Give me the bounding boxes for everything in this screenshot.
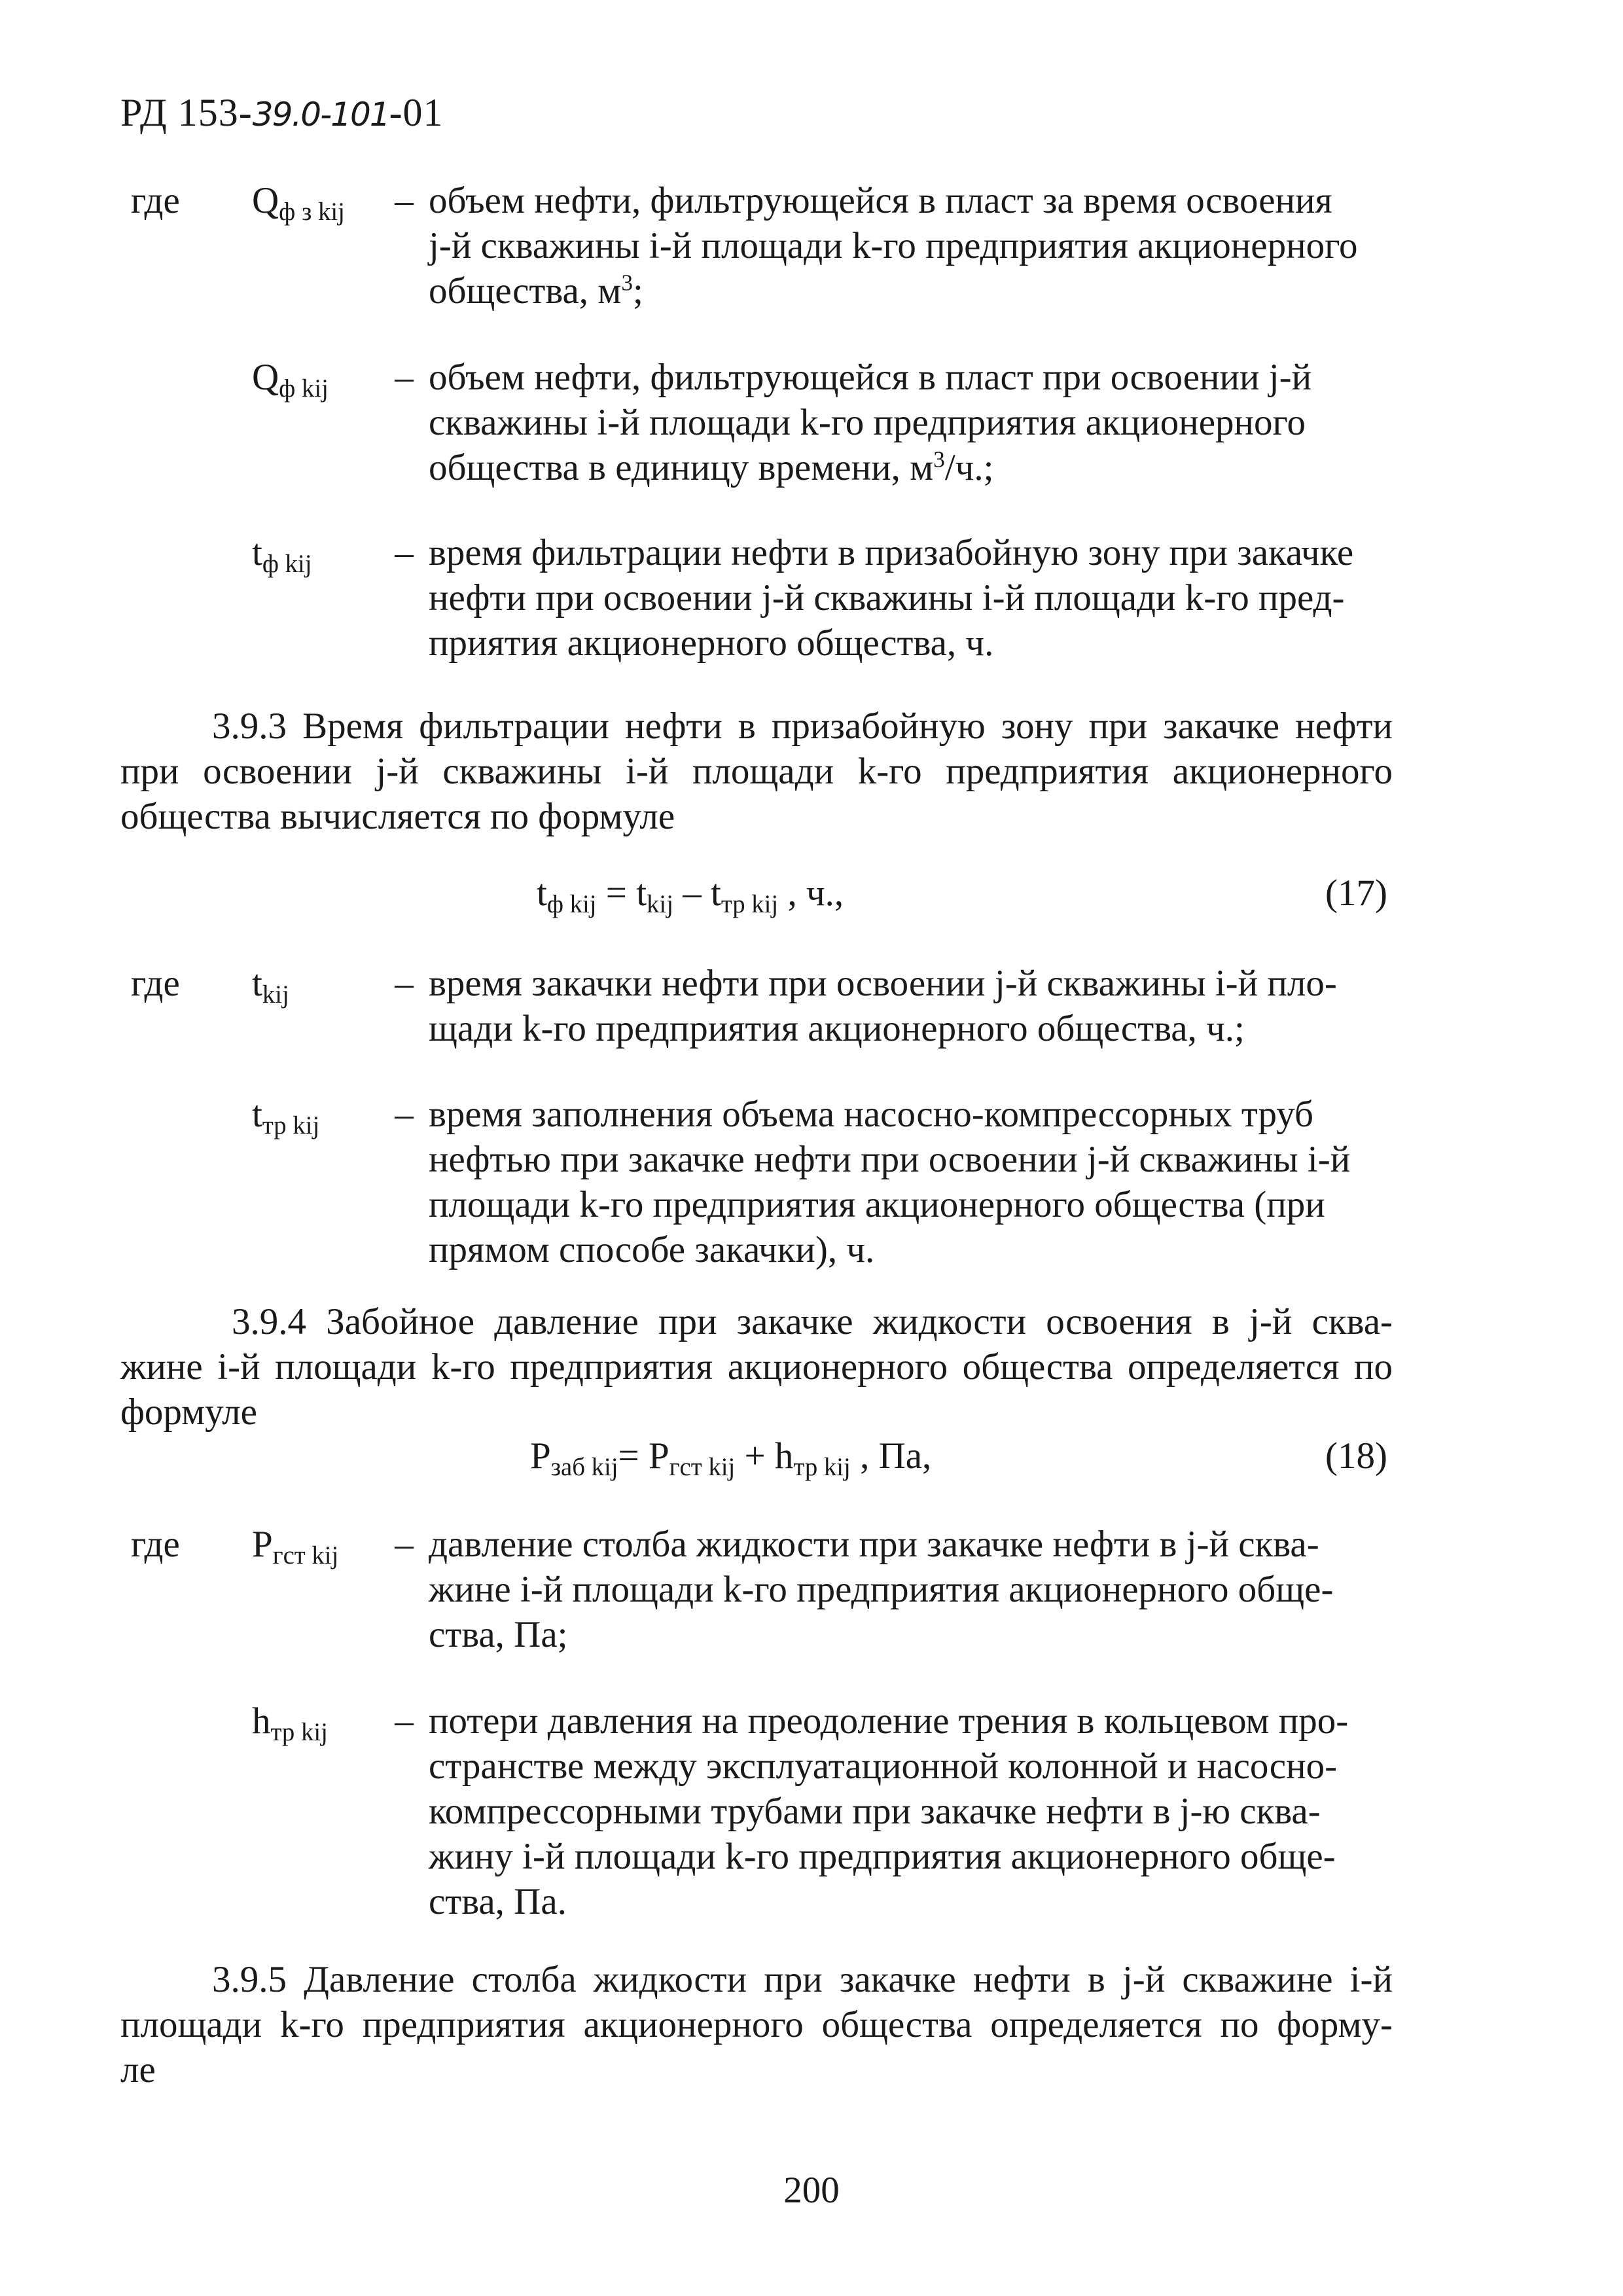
definition-dash: – [395, 1094, 414, 1135]
where-label: где [131, 180, 180, 221]
definition-dash: – [395, 357, 414, 398]
definition-t-tr-kij: время заполнения объема насосно-компрессорных труб нефтью при закачке нефти при освоении j-й скважины i-й площади k-го предприятия акционерного общества (при прямом способе закачки), ч. [429, 1094, 1351, 1270]
handwritten-code: 39.0-101 [252, 96, 389, 134]
symbol-q-f-z-kij: $Q_{ф з kij}$ [252, 180, 345, 226]
definition-dash: – [395, 963, 414, 1004]
formula-18: $P_{заб kij}= P_{гст kij} + h_{тр kij}$ , Па, [530, 1435, 932, 1481]
page-number: 200 [783, 2170, 840, 2211]
symbol-p-gst-kij: $P_{гст kij}$ [252, 1524, 339, 1570]
symbol-q-f-kij: $Q_{ф kij}$ [252, 357, 329, 403]
definition-t-f-kij: время фильтрации нефти в призабойную зону при закачке нефти при освоении j-й скважины i-й площади k-го пред- приятия акционерного общества, ч. [429, 532, 1354, 664]
equation-number-17: (17) [1325, 872, 1387, 914]
formula-17: $t_{ф kij} = t_{kij} - t_{тр kij}$ , ч., [537, 872, 844, 918]
definition-q-f-z-kij: объем нефти, фильтрующейся в пласт за время освоения j-й скважины i-й площади k-го предприятия акционерного общества, $м^3$; [429, 180, 1358, 312]
symbol-h-tr-kij: $h_{тр kij}$ [252, 1700, 328, 1746]
symbol-t-f-kij: $t_{ф kij}$ [252, 532, 312, 578]
symbol-t-tr-kij: $t_{тр kij}$ [252, 1094, 320, 1139]
document-code: РД 153-39.0-101-01 [120, 91, 444, 134]
definition-dash: – [395, 1700, 414, 1742]
equation-number-18: (18) [1325, 1435, 1387, 1477]
definition-dash: – [395, 180, 414, 221]
symbol-t-kij: $t_{kij}$ [252, 963, 289, 1009]
definition-t-kij: время закачки нефти при освоении j-й скважины i-й пло- щади k-го предприятия акционерного общества, ч.; [429, 963, 1337, 1049]
definition-dash: – [395, 532, 414, 573]
paragraph-3-9-5: 3.9.5 Давление столба жидкости при закачке нефти в j-й скважине i-й площади k-го предприятия акционерного общества определяется по форму- ле [120, 1959, 1393, 2090]
paragraph-3-9-4: 3.9.4 Забойное давление при закачке жидкости освоения в j-й сква- жине i-й площади k-го предприятия акционерного общества определяется по формуле [120, 1301, 1393, 1433]
where-label: где [131, 963, 180, 1004]
where-label: где [131, 1524, 180, 1565]
definition-h-tr-kij: потери давления на преодоление трения в кольцевом про- странстве между эксплуатационной колонной и насосно- компрессорными трубами при закачке нефти в j-ю сква- жину i-й площади k-го предприятия акционерного обще- ства, Па. [429, 1700, 1349, 1922]
definition-p-gst-kij: давление столба жидкости при закачке нефти в j-й сква- жине i-й площади k-го предприятия акционерного обще- ства, Па; [429, 1524, 1334, 1655]
paragraph-3-9-3: 3.9.3 Время фильтрации нефти в призабойную зону при закачке нефти при освоении j-й скважины i-й площади k-го предприятия акционерного общества вычисляется по формуле [120, 706, 1393, 837]
definition-dash: – [395, 1524, 414, 1565]
definition-q-f-kij: объем нефти, фильтрующейся в пласт при освоении j-й скважины i-й площади k-го предприятия акционерного общества в единицу времени, $м^3/ч$.; [429, 357, 1312, 488]
